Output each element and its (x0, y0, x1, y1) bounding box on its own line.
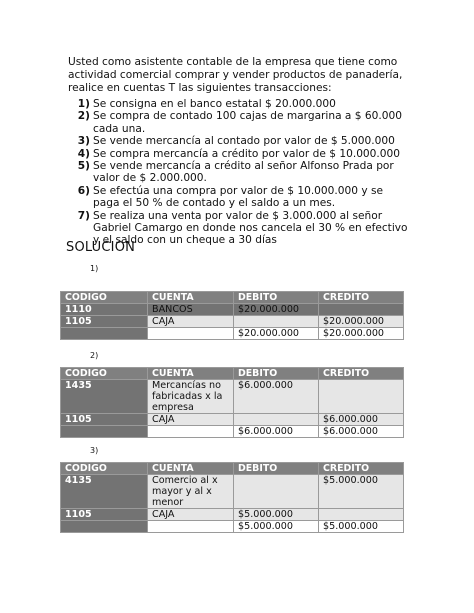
list-text: Se consigna en el banco estatal $ 20.000.000 (93, 98, 336, 110)
table-header-row (61, 463, 404, 475)
column-header-account: CUENTA (148, 292, 234, 304)
cell-total-debit: $20.000.000 (234, 328, 319, 340)
section-label: 3) (90, 446, 99, 455)
cell-credit: $6.000.000 (319, 414, 404, 426)
cell-code: 1435 (61, 380, 148, 414)
cell-account: CAJA (148, 316, 234, 328)
cell-debit (234, 414, 319, 426)
list-item (66, 110, 411, 135)
column-header-credit: CREDITO (319, 292, 404, 304)
list-item (66, 98, 411, 110)
solution-heading: SOLUCION (66, 240, 136, 255)
list-item (66, 148, 411, 160)
cell-blank (148, 328, 234, 340)
cell-debit (234, 475, 319, 509)
cell-credit (319, 304, 404, 316)
ledger-table-3 (60, 462, 404, 533)
list-item (66, 185, 411, 210)
column-header-credit: CREDITO (319, 368, 404, 380)
cell-blank (61, 328, 148, 340)
list-number: 6) (77, 184, 90, 197)
cell-debit (234, 316, 319, 328)
column-header-debit: DEBITO (234, 368, 319, 380)
cell-total-credit: $6.000.000 (319, 426, 404, 438)
list-text: Se compra mercancía a crédito por valor de $ 10.000.000 (93, 147, 400, 160)
column-header-code: CODIGO (61, 292, 148, 304)
list-text: Se compra de contado 100 cajas de margarina a $ 60.000 cada una. (93, 110, 402, 135)
table-row (61, 509, 404, 521)
column-header-debit: DEBITO (234, 292, 319, 304)
cell-blank (61, 426, 148, 438)
cell-account: Mercancías no fabricadas x la empresa (148, 380, 234, 414)
table-row (61, 475, 404, 509)
cell-account: CAJA (148, 414, 234, 426)
list-number: 5) (77, 160, 90, 173)
table-total-row (61, 426, 404, 438)
table-row (61, 304, 404, 316)
cell-code: 1105 (61, 414, 148, 426)
cell-debit: $20.000.000 (234, 304, 319, 316)
cell-debit: $6.000.000 (234, 380, 319, 414)
list-number: 2) (77, 110, 90, 123)
cell-blank (148, 426, 234, 438)
list-number: 4) (77, 147, 90, 160)
list-text: Se realiza una venta por valor de $ 3.000.000 al señor Gabriel Camargo en donde nos cancela el 30 % en efectivo y el saldo con un cheque a 30 días (93, 209, 408, 247)
list-number: 1) (77, 98, 90, 110)
table-header-row (61, 368, 404, 380)
column-header-account: CUENTA (148, 368, 234, 380)
section-label: 2) (90, 351, 99, 360)
cell-account: CAJA (148, 509, 234, 521)
cell-account: BANCOS (148, 304, 234, 316)
cell-credit (319, 380, 404, 414)
list-item (66, 160, 411, 185)
cell-total-debit: $6.000.000 (234, 426, 319, 438)
table-row (61, 316, 404, 328)
table-row (61, 414, 404, 426)
cell-credit (319, 509, 404, 521)
list-number: 3) (77, 135, 90, 148)
table-header-row (61, 292, 404, 304)
cell-account: Comercio al x mayor y al x menor (148, 475, 234, 509)
cell-code: 1110 (61, 304, 148, 316)
ledger-table-2 (60, 367, 404, 438)
cell-total-credit: $20.000.000 (319, 328, 404, 340)
table-total-row (61, 521, 404, 533)
cell-credit: $5.000.000 (319, 475, 404, 509)
cell-blank (148, 521, 234, 533)
list-number: 7) (77, 209, 90, 222)
column-header-credit: CREDITO (319, 463, 404, 475)
ledger-table-1 (60, 291, 404, 340)
column-header-debit: DEBITO (234, 463, 319, 475)
transaction-list (66, 98, 411, 247)
table-row (61, 380, 404, 414)
list-text: Se vende mercancía a crédito al señor Alfonso Prada por valor de $ 2.000.000. (93, 160, 394, 185)
cell-debit: $5.000.000 (234, 509, 319, 521)
list-text: Se vende mercancía al contado por valor de $ 5.000.000 (93, 135, 395, 148)
cell-total-credit: $5.000.000 (319, 521, 404, 533)
cell-total-debit: $5.000.000 (234, 521, 319, 533)
cell-code: 4135 (61, 475, 148, 509)
column-header-code: CODIGO (61, 463, 148, 475)
list-text: Se efectúa una compra por valor de $ 10.000.000 y se paga el 50 % de contado y el saldo a un mes. (93, 184, 384, 210)
intro-paragraph: Usted como asistente contable de la empresa que tiene como actividad comercial comprar y vender productos de panadería, realice en cuentas T las siguientes transacciones: (68, 56, 403, 94)
cell-code: 1105 (61, 509, 148, 521)
column-header-account: CUENTA (148, 463, 234, 475)
cell-code: 1105 (61, 316, 148, 328)
table-total-row (61, 328, 404, 340)
cell-credit: $20.000.000 (319, 316, 404, 328)
column-header-code: CODIGO (61, 368, 148, 380)
list-item (66, 135, 411, 147)
cell-blank (61, 521, 148, 533)
section-label: 1) (90, 264, 99, 273)
